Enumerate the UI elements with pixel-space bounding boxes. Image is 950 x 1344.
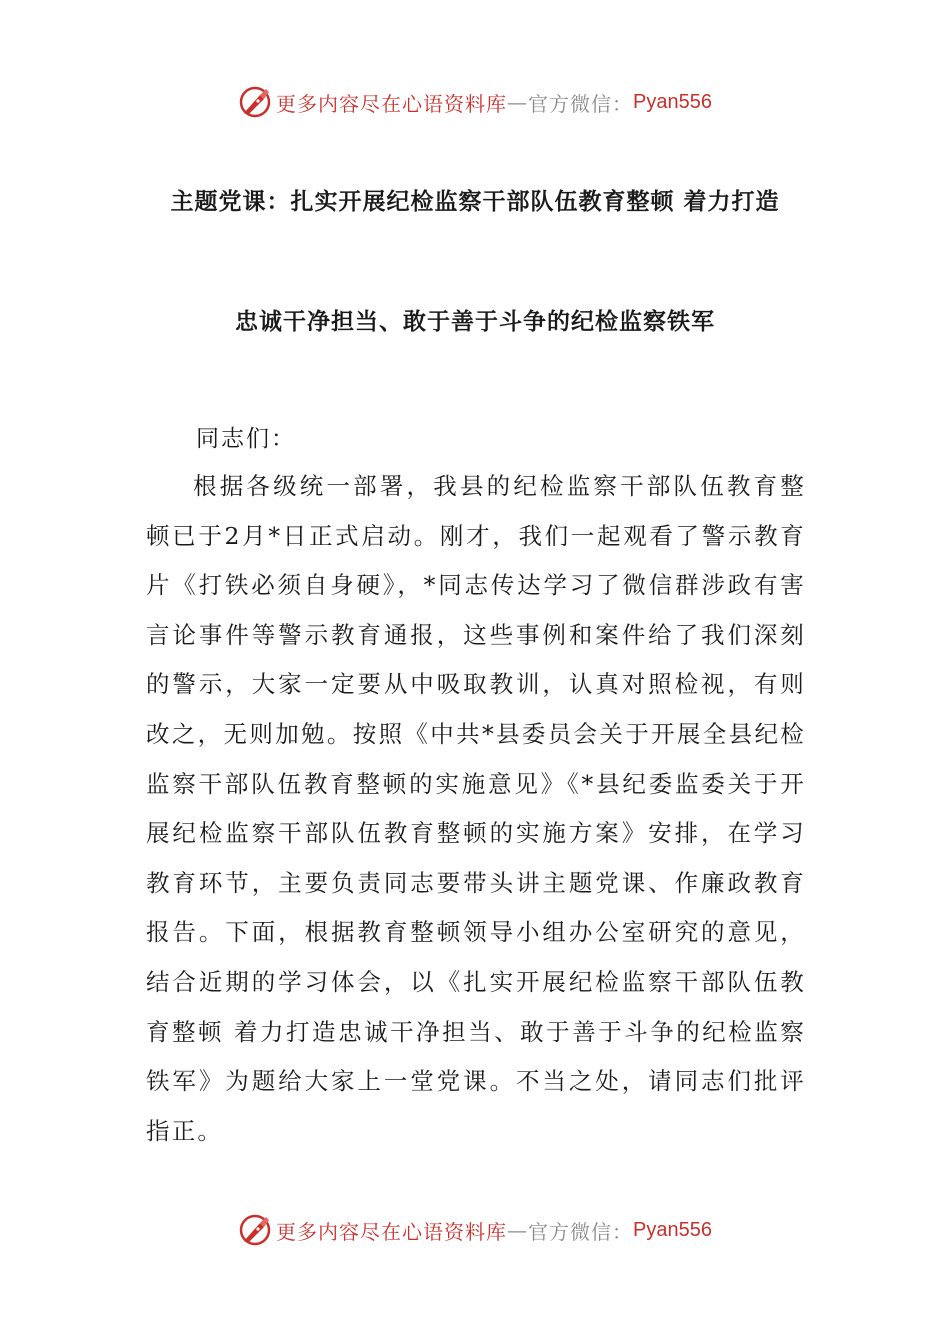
banner-dash: — (507, 90, 529, 114)
header-banner (0, 82, 950, 122)
document-title-line-2: 忠诚干净担当、敢于善于斗争的纪检监察铁军 (235, 309, 715, 335)
banner-wechat-id: Pyan556 (633, 1218, 712, 1241)
salutation: 同志们： (196, 426, 296, 452)
banner-wechat-label: 官方微信： (528, 1219, 634, 1244)
body-paragraph: 根据各级统一部署，我县的纪检监察干部队伍教育整顿已于2月*日正式启动。刚才，我们一起观看了警示教育片《打铁必须自身硬》，*同志传达学习了微信群涉政有害言论事件等警示教育通报，这些事例和案件给了我们深刻的警示，大家一定要从中吸取教训，认真对照检视，有则改之，无则加勉。按照《中共*县委员会关于开展全县纪检监察干部队伍教育整顿的实施意见》《*县纪委监委关于开展纪检监察干部队伍教育整顿的实施方案》安排，在学习教育环节，主要负责同志要带头讲主题党课、作廉政教育报告。下面，根据教育整顿领导小组办公室研究的意见，结合近期的学习体会，以《扎实开展纪检监察干部队伍教育整顿 着力打造忠诚干净担当、敢于善于斗争的纪检监察铁军》为题给大家上一堂党课。不当之处，请同志们批评指正。 (146, 472, 806, 1145)
footer-banner (0, 1210, 950, 1250)
document-title-line-1: 主题党课：扎实开展纪检监察干部队伍教育整顿 着力打造 (170, 189, 780, 215)
pen-nib-logo-icon (238, 1213, 272, 1247)
pen-nib-logo-icon (238, 85, 272, 119)
banner-wechat-id: Pyan556 (633, 90, 712, 113)
banner-wechat-label: 官方微信： (528, 91, 634, 116)
banner-site-text: 更多内容尽在心语资料库 (276, 91, 508, 116)
banner-site-text: 更多内容尽在心语资料库 (276, 1219, 508, 1244)
banner-dash: — (507, 1218, 529, 1242)
